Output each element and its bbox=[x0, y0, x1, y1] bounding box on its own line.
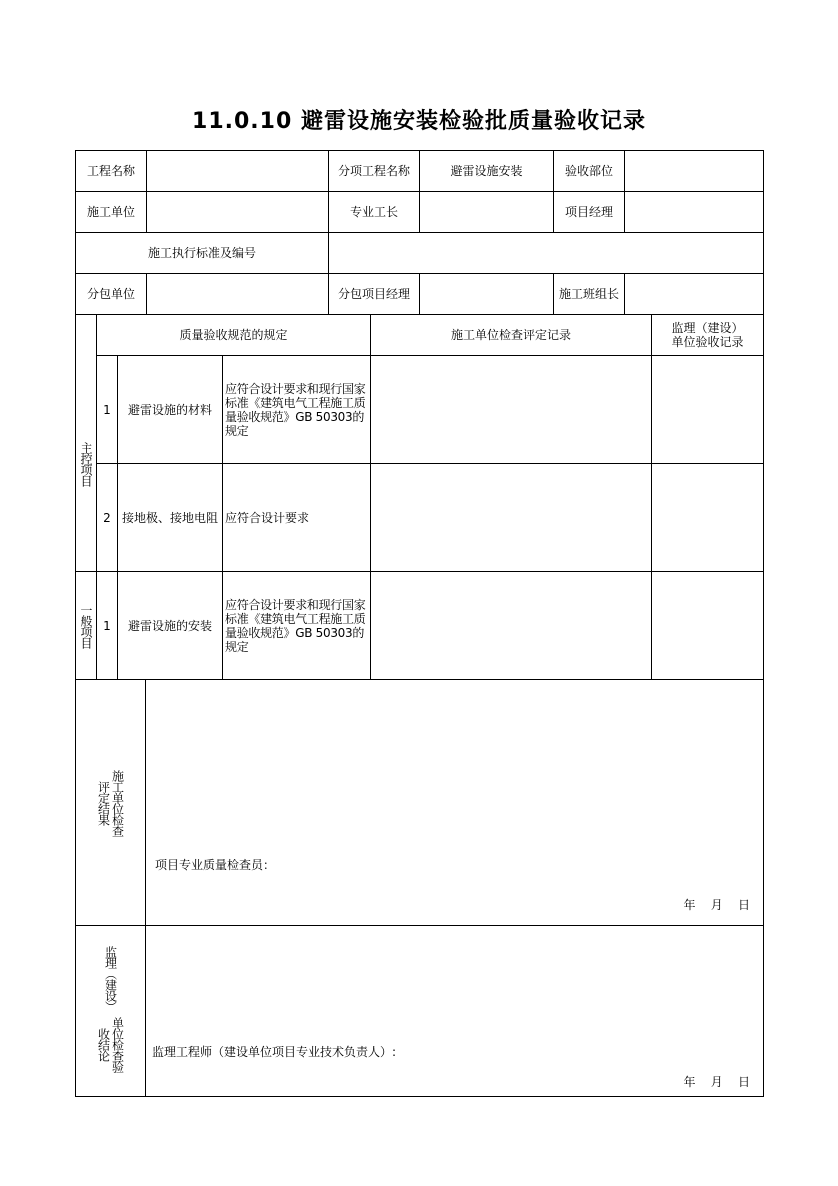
general-item-1-no: 1 bbox=[103, 618, 111, 633]
main-control-label bbox=[76, 356, 96, 571]
construction-result-area[interactable] bbox=[146, 680, 763, 925]
main-item-1-spec: 应符合设计要求和现行国家标准《建筑电气工程施工质量验收规范》GB 50303的规定 bbox=[225, 381, 366, 438]
supervisor-result-area[interactable] bbox=[146, 926, 763, 1096]
main-item-2-construction-record[interactable] bbox=[371, 464, 651, 571]
main-item-2-name: 接地极、接地电阻 bbox=[121, 510, 218, 525]
construction-result-label bbox=[76, 680, 145, 925]
subcontract-manager-value[interactable] bbox=[420, 274, 553, 314]
general-label-text: 一般项目 bbox=[79, 603, 93, 648]
supervisor-result-label bbox=[76, 926, 145, 1096]
project-name-label: 工程名称 bbox=[86, 164, 135, 178]
supervisor-record-column-header bbox=[652, 315, 763, 355]
subcontract-unit-value[interactable] bbox=[147, 274, 328, 314]
main-item-1-name: 避雷设施的材料 bbox=[127, 402, 212, 417]
team-leader-value[interactable] bbox=[625, 274, 763, 314]
supervisor-result-label-line1: 监理 bbox=[103, 946, 118, 968]
main-item-1-construction-record[interactable] bbox=[371, 356, 651, 463]
general-item-1-construction-record[interactable] bbox=[371, 572, 651, 679]
sub-project-value: 避雷设施安装 bbox=[450, 164, 523, 178]
foreman-value[interactable] bbox=[420, 192, 553, 232]
main-item-1-supervisor-record[interactable] bbox=[652, 356, 763, 463]
supervisor-result-date: 年 月 日 bbox=[683, 1075, 750, 1089]
general-label bbox=[76, 572, 96, 679]
project-manager-label: 项目经理 bbox=[564, 205, 613, 219]
general-item-1-name: 避雷设施的安装 bbox=[127, 618, 212, 633]
main-item-2-supervisor-record[interactable] bbox=[652, 464, 763, 571]
main-item-2-no: 2 bbox=[103, 510, 111, 525]
supervising-engineer-label: 监理工程师（建设单位项目专业技术负责人）: bbox=[152, 1045, 397, 1059]
quality-inspector-label: 项目专业质量检查员： bbox=[155, 858, 276, 872]
main-item-1-no: 1 bbox=[103, 402, 111, 417]
construction-record-column-header: 施工单位检查评定记录 bbox=[450, 328, 571, 342]
main-control-label-text: 主控项目 bbox=[79, 441, 93, 486]
main-item-2-spec: 应符合设计要求 bbox=[225, 510, 310, 525]
page-title: 11.0.10 避雷设施安装检验批质量验收记录 bbox=[192, 109, 646, 134]
construction-unit-value[interactable] bbox=[147, 192, 328, 232]
team-leader-label: 施工班组长 bbox=[558, 287, 619, 301]
acceptance-part-value[interactable] bbox=[625, 151, 763, 191]
acceptance-part-label: 验收部位 bbox=[564, 164, 613, 178]
supervisor-record-header-line1: 监理（建设） bbox=[671, 321, 744, 335]
general-item-1-spec: 应符合设计要求和现行国家标准《建筑电气工程施工质量验收规范》GB 50303的规定 bbox=[225, 597, 366, 654]
construction-result-date: 年 月 日 bbox=[683, 898, 750, 912]
construction-unit-label: 施工单位 bbox=[86, 205, 135, 219]
sub-project-label: 分项工程名称 bbox=[337, 164, 410, 178]
supervisor-record-header-line2: 单位验收记录 bbox=[671, 335, 744, 349]
standard-label: 施工执行标准及编号 bbox=[147, 246, 256, 260]
subcontract-unit-label: 分包单位 bbox=[86, 287, 135, 301]
standard-value[interactable] bbox=[329, 233, 763, 273]
project-manager-value[interactable] bbox=[625, 192, 763, 232]
project-name-value[interactable] bbox=[147, 151, 328, 191]
general-item-1-supervisor-record[interactable] bbox=[652, 572, 763, 679]
subcontract-manager-label: 分包项目经理 bbox=[337, 287, 410, 301]
construction-result-label-text: 施工单位检查评定结果 bbox=[96, 769, 125, 836]
spec-column-header: 质量验收规范的规定 bbox=[179, 328, 288, 342]
foreman-label: 专业工长 bbox=[349, 205, 398, 219]
supervisor-result-label-line2: （建设） bbox=[103, 968, 118, 1012]
supervisor-result-label-line3: 单位检查验收结论 bbox=[96, 1016, 125, 1072]
